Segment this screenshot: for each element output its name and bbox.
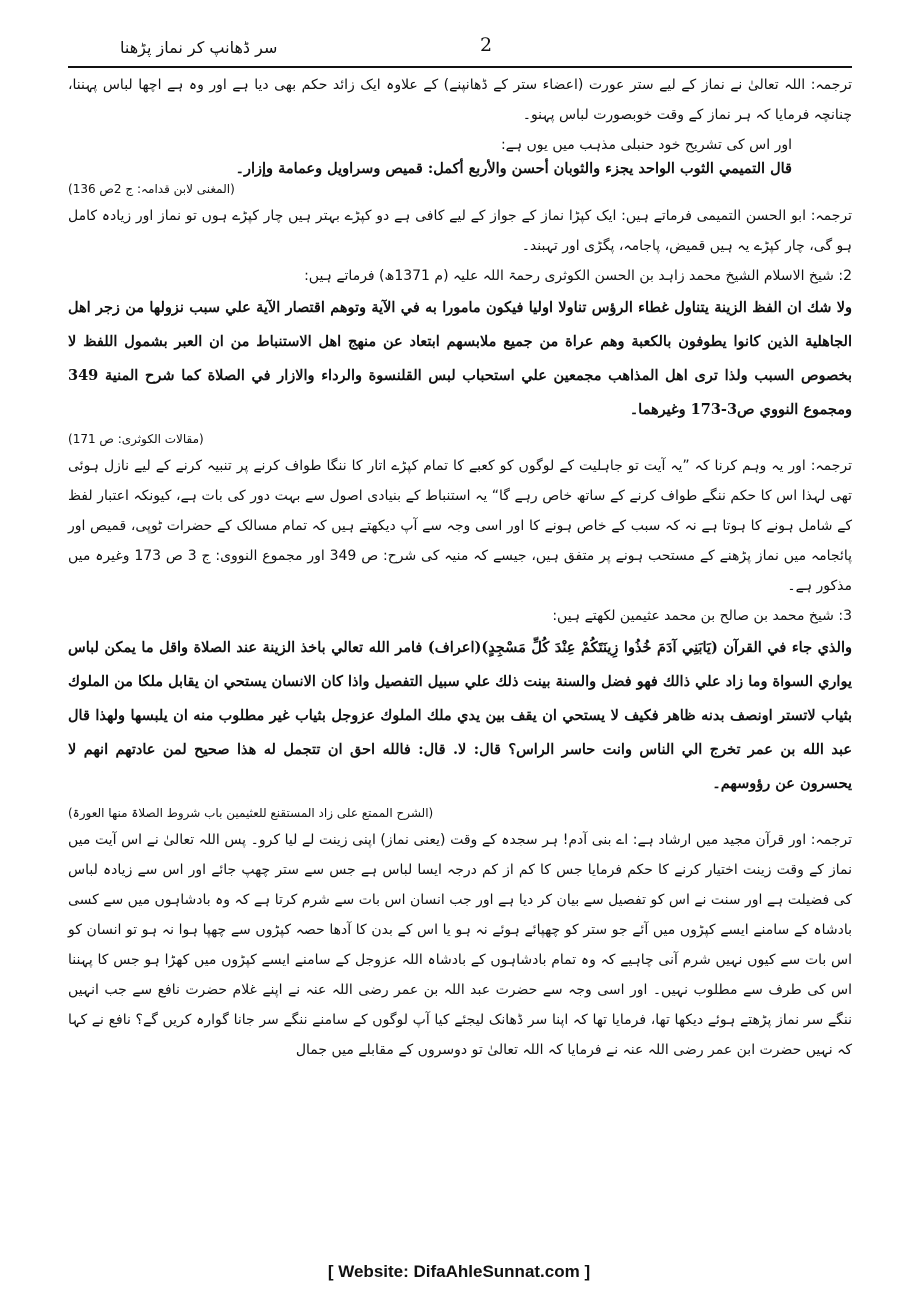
heading-uthaymeen: 3: شیخ محمد بن صالح بن محمد عثیمین لکھتے ہیں: — [552, 608, 852, 624]
document-body — [68, 70, 852, 1065]
header-title: سر ڈھانپ کر نماز پڑھنا — [120, 38, 278, 57]
arabic-quote-kawthari: ولا شك ان الفظ الزينة يتناول غطاء الرؤس تناولا اوليا فيكون مامورا به في الآية وتوهم اقتصار الآية علي سبب نزولها من زجر اهل الجاهلية الذين كانوا يطوفون بالكعبة وهم عراة من جميع ملابسهم ابتعاد عن منهج اهل الاستنباط من ان العبر بشمول اللفظ لا بخصوص السبب ولذا ترى اهل المذاهب مجمعين علي استحباب لبس القلنسوة والرداء والازار في الصلاة كما شرح المنية 349 ومجموع النووي ص3-173 وغيرهما۔ — [68, 299, 852, 418]
translation-paragraph-1: ترجمہ: اللہ تعالیٰ نے نماز کے لیے ستر عورت (اعضاء ستر کے ڈھانپنے) کے علاوہ ایک زائد حکم بھی دیا ہے اور وہ ہے اچھا لباس پہننا، چنانچہ فرمایا کہ ہر نماز کے وقت خوبصورت لباس پہنو۔ — [68, 77, 852, 123]
reference-maqalat: (مقالات الکوثری: ص 171) — [68, 432, 204, 446]
arabic-quote-uthaymeen: والذي جاء في القرآن (يَابَنِي آدَمَ خُذُوا زِينَتَكُمْ عِنْدَ كُلِّ مَسْجِدٍ)(اعراف) فامر الله تعالي باخذ الزينة عند الصلاة واقل ما يمكن لباس يواري السواة وما زاد علي ذالك فهو فضل والسنة بينت ذلك علي سبيل التفصيل واذا كان الانسان يستحي ان يقابل ملكا من الملوك بثياب لاتستر اونصف بدنه ظاهر فكيف لا يستحي ان يقف بين يدي ملك الملوك عزوجل بثياب غير مطلوب منه ان يلبسها ولهذا قال عبد الله بن عمر تخرج الي الناس وانت حاسر الراس؟ قال: لا. قال: فالله احق ان تتجمل له هذا صحيح لمن عادتهم انهم لا يحسرون عن رؤوسهم۔ — [68, 639, 852, 792]
heading-kawthari: 2: شیخ الاسلام الشیخ محمد زاہد بن الحسن الکوثری رحمۃ اللہ علیہ (م 1371ھ) فرماتے ہیں: — [304, 268, 852, 284]
website-footer: [ Website: DifaAhleSunnat.com ] — [327, 1262, 591, 1281]
reference-sharh-mumti: (الشرح الممتع علی زاد المستقنع للعثیمین باب شروط الصلاۃ منھا العورۃ) — [68, 806, 434, 820]
translation-paragraph-3: ترجمہ: اور یہ وہم کرنا کہ ”یہ آیت تو جاہلیت کے لوگوں کو کعبے کا تمام کپڑے اتار کا ننگا طواف کرنے پر تنبیہ کرنے کے لیے نازل ہوئی تھی لہذا اس کا حکم ننگے طواف کرنے کے ساتھ خاص رہے گا“ یہ استنباط کے بنیادی اصول سے بہت دور کی بات ہے، کیونکہ اعتبار لفظ کے شامل ہونے کا ہوتا ہے نہ کہ سبب کے خاص ہونے کا اور اسی وجہ سے آپ دیکھتے ہیں کہ تمام مسالک کے حضرات ٹوپی، قمیص اور پائجامہ میں نماز پڑھنے کے مستحب ہونے پر متفق ہیں، جیسے کہ منیہ کی شرح: ص 349 اور مجموع النووی: ج 3 ص 173 وغیرہ میں مذکور ہے۔ — [68, 458, 853, 594]
header-divider — [68, 66, 852, 68]
arabic-quote-tamimi: قال التميمي الثوب الواحد يجزء والثوبان أحسن والأربع أكمل: قميص وسراويل وعمامة وإزار۔ — [235, 160, 792, 177]
page-number: 2 — [480, 34, 493, 56]
intro-hanbali: اور اس کی تشریح خود حنبلی مذہب میں یوں ہے: — [500, 137, 792, 153]
translation-paragraph-4: ترجمہ: اور قرآن مجید میں ارشاد ہے: اے بنی آدم! ہر سجدہ کے وقت (یعنی نماز) اپنی زینت لے لیا کرو۔ پس اللہ تعالیٰ نے اس آیت میں نماز کے وقت زینت اختیار کرنے کا حکم فرمایا جس کا کم از کم درجہ ایسا لباس ہے جس سے ستر چھپ جائے اور اس سے زیادہ لباس کی فضیلت ہے اور سنت نے اس کو تفصیل سے بیان کر دیا ہے اور جب انسان اس بات سے شرم کرتا ہے کہ وہ بادشاہوں میں سے کسی بادشاہ کے سامنے ایسے کپڑوں میں آئے جو ستر کو چھپائے ہوئے نہ ہو یا اس کے بدن کا آدھا حصہ کپڑوں سے چھپا ہوا نہ ہو تو انسان کو اس بات سے کیوں نہیں شرم آنی چاہیے کہ وہ تمام بادشاہوں کے بادشاہ اللہ عزوجل کے سامنے ایسے کپڑوں میں کھڑا ہو جس کا پہننا اس کی طرف سے مطلوب نہیں۔ اور اسی وجہ سے حضرت عبد اللہ بن عمر رضی اللہ عنہ نے اپنے غلام حضرت نافع سے جب انہیں ننگے سر نماز پڑھتے ہوئے دیکھا تھا، فرمایا تھا کہ اپنا سر ڈھانک لیجئے کیا آپ لوگوں کے سامنے ننگے سر جانا گوارہ کریں گے؟ نافع نے کہا کہ نہیں حضرت ابن عمر رضی اللہ عنہ نے فرمایا کہ اللہ تعالیٰ تو دوسروں کے مقابلے میں جمال — [68, 832, 852, 1058]
reference-mughni: (المغنی لابن قدامہ: ج 2ص 136) — [68, 182, 235, 196]
translation-paragraph-2: ترجمہ: ابو الحسن التمیمی فرماتے ہیں: ایک کپڑا نماز کے جواز کے لیے کافی ہے دو کپڑے بہتر ہیں چار کپڑے ہوں تو نماز اور زیادہ کامل ہو گی، چار کپڑے یہ ہیں قمیض، پاجامہ، پگڑی اور تہبند۔ — [68, 208, 852, 254]
